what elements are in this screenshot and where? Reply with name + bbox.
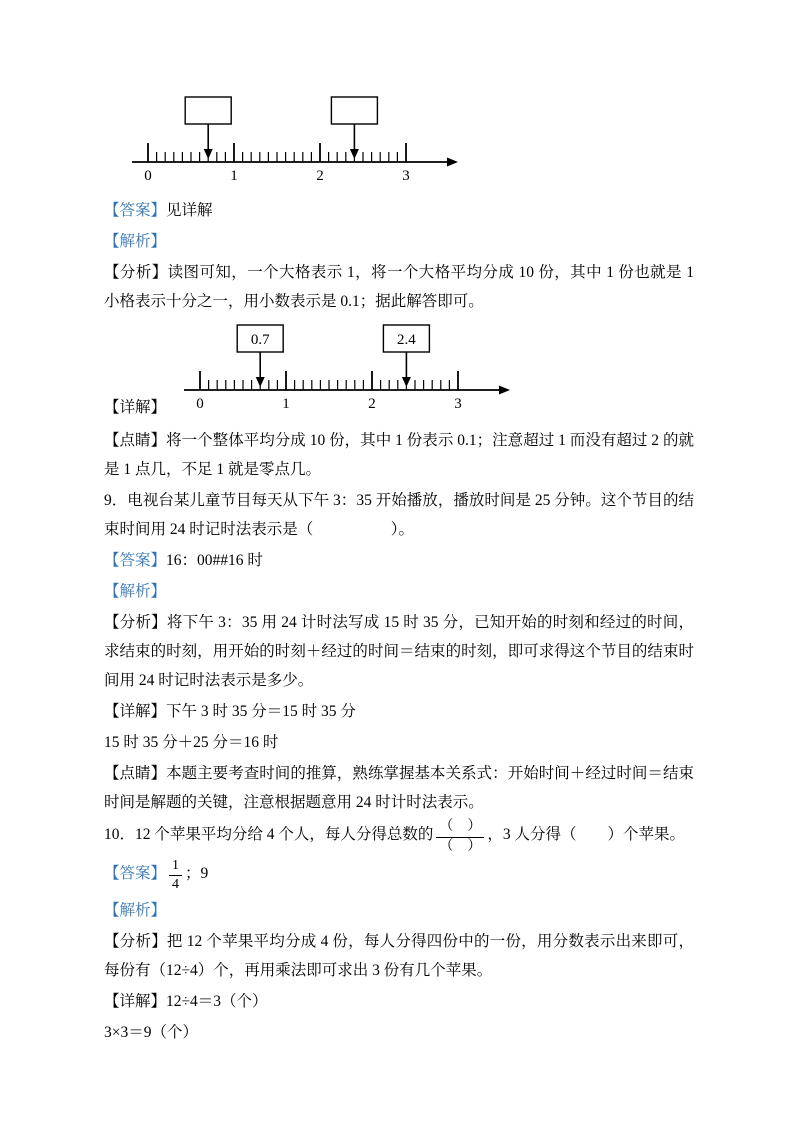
svg-text:2: 2 bbox=[368, 396, 376, 412]
q9-question-paragraph: 9．电视台某儿童节目每天从下午 3：35 开始播放，播放时间是 25 分钟。这个节目的结束时间用 24 时记时法表示是（ ）。 bbox=[104, 492, 694, 538]
blank-fraction-numerator: （ ） bbox=[436, 819, 484, 838]
q9-answer-line bbox=[104, 546, 694, 575]
q9-xiangjie-line: 【详解】下午 3 时 35 分＝15 时 35 分 bbox=[104, 703, 356, 720]
q8-dianjing-paragraph: 【点睛】将一个整体平均分成 10 份，其中 1 份表示 0.1；注意超过 1 而没有超过 2 的就是 1 点几，不足 1 就是零点几。 bbox=[104, 432, 694, 478]
q9-fenxi-paragraph: 【分析】将下午 3：35 用 24 计时法写成 15 时 35 分，已知开始的时刻和经过的时间，求结束的时刻，用开始的时刻＋经过的时间＝结束的时刻，即可求得这个节目的结束时间用 24 时记时法表示是多少。 bbox=[104, 614, 694, 689]
answer-fraction bbox=[169, 858, 182, 895]
q10-xiangjie-line: 【详解】12÷4＝3（个） bbox=[104, 993, 268, 1011]
q10-calculation-line: 3×3＝9（个） bbox=[104, 1024, 198, 1042]
q10-question-paragraph bbox=[104, 819, 694, 856]
analysis-label: 【解析】 bbox=[104, 902, 167, 920]
question-prefix: 10．12 个苹果平均分给 4 个人，每人分得总数的 bbox=[104, 825, 434, 843]
q10-answer-line bbox=[104, 858, 694, 895]
number-line-diagram bbox=[184, 324, 518, 418]
answer-fraction-denominator: 4 bbox=[172, 877, 180, 893]
answer-label: 【答案】 bbox=[104, 552, 167, 569]
svg-text:1: 1 bbox=[282, 396, 290, 412]
svg-text:0: 0 bbox=[144, 168, 152, 184]
svg-text:3: 3 bbox=[454, 396, 462, 412]
q9-calculation-line: 15 时 35 分＋25 分＝16 时 bbox=[104, 734, 279, 751]
q8-fenxi-paragraph: 【分析】读图可知，一个大格表示 1，将一个大格平均分成 10 份，其中 1 份也就是 1 小格表示十分之一，用小数表示是 0.1；据此解答即可。 bbox=[104, 264, 694, 310]
answer-label: 【答案】 bbox=[104, 202, 167, 219]
number-line-diagram bbox=[132, 96, 466, 190]
question-suffix: ，3 人分得（ ）个苹果。 bbox=[487, 825, 686, 843]
svg-text:3: 3 bbox=[402, 168, 410, 184]
answer-suffix: ；9 bbox=[185, 864, 209, 882]
svg-text:1: 1 bbox=[230, 168, 238, 184]
blank-fraction-denominator: （ ） bbox=[439, 838, 482, 854]
answer-fraction-numerator: 1 bbox=[169, 858, 182, 877]
q8-answer-line bbox=[104, 196, 694, 225]
svg-text:0.7: 0.7 bbox=[250, 332, 270, 348]
q8-number-line-question-diagram bbox=[132, 96, 694, 190]
svg-text:0: 0 bbox=[196, 396, 204, 412]
q10-analysis-line bbox=[104, 896, 694, 925]
svg-text:2.4: 2.4 bbox=[397, 332, 416, 348]
q9-analysis-line bbox=[104, 577, 694, 606]
answer-text: 见详解 bbox=[166, 202, 213, 219]
q8-analysis-line bbox=[104, 227, 694, 256]
answer-label: 【答案】 bbox=[104, 864, 167, 882]
q9-dianjing-paragraph: 【点睛】本题主要考查时间的推算，熟练掌握基本关系式：开始时间＋经过时间＝结束时间是解题的关键，注意根据题意用 24 时计时法表示。 bbox=[104, 765, 694, 811]
xiangjie-label: 【详解】 bbox=[104, 399, 167, 416]
svg-text:2: 2 bbox=[316, 168, 324, 184]
analysis-label: 【解析】 bbox=[104, 583, 167, 600]
answer-text: 16：00##16 时 bbox=[166, 552, 263, 569]
blank-fraction bbox=[436, 819, 484, 856]
q8-number-line-answer-diagram bbox=[104, 324, 694, 418]
q10-fenxi-paragraph: 【分析】把 12 个苹果平均分成 4 份，每人分得四份中的一份，用分数表示出来即可，每份有（12÷4）个，再用乘法即可求出 3 份有几个苹果。 bbox=[104, 933, 694, 980]
analysis-label: 【解析】 bbox=[104, 233, 167, 250]
